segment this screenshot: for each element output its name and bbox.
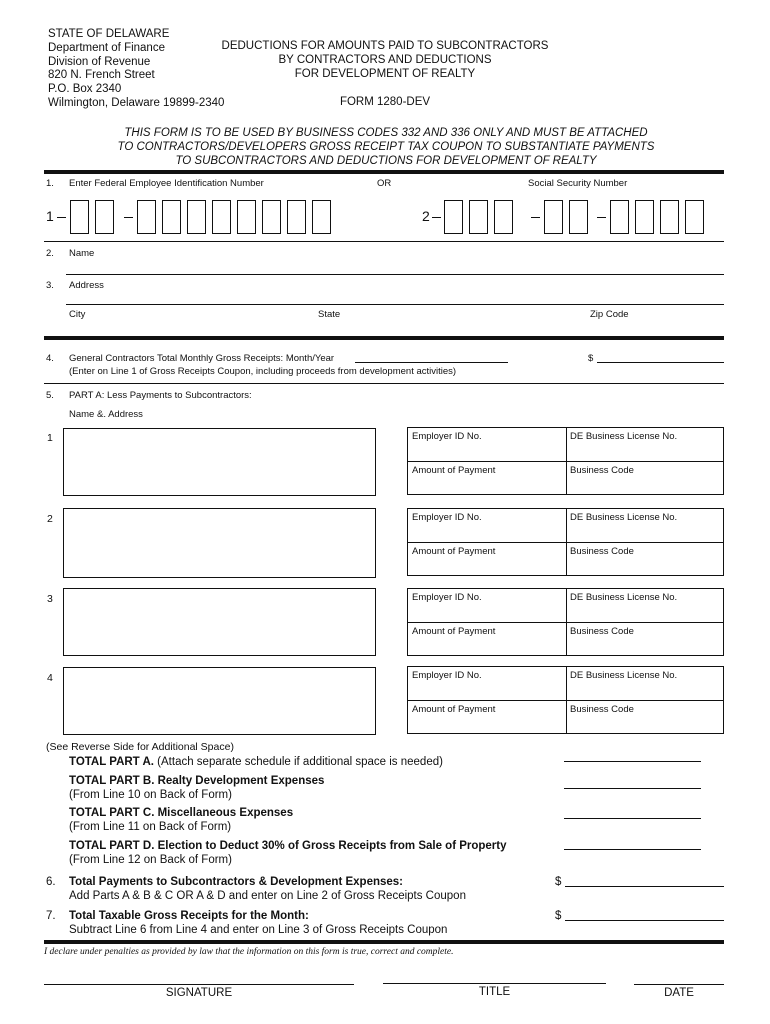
total-part-b-note: (From Line 10 on Back of Form) <box>69 789 232 801</box>
agency-line: STATE OF DELAWARE <box>48 28 170 40</box>
total-part-c-note: (From Line 11 on Back of Form) <box>69 821 232 833</box>
ssn-digit-box[interactable] <box>685 200 704 234</box>
amount-cell[interactable]: Amount of Payment <box>412 546 496 557</box>
declaration: I declare under penalties as provided by law that the information on this form is true, correct and complete. <box>44 947 454 957</box>
dollar-sign: $ <box>588 353 594 364</box>
ssn-label: Social Security Number <box>528 178 628 189</box>
reverse-side-note: (See Reverse Side for Additional Space) <box>46 741 234 753</box>
subcontractor-number: 1 <box>47 432 53 444</box>
ssn-digit-box[interactable] <box>544 200 563 234</box>
fein-digit-box[interactable] <box>95 200 114 234</box>
title-line: BY CONTRACTORS AND DEDUCTIONS <box>278 53 492 66</box>
business-code-cell[interactable]: Business Code <box>570 546 634 557</box>
title-line: DEDUCTIONS FOR AMOUNTS PAID TO SUBCONTRACTORS <box>221 40 549 52</box>
line-number: 1. <box>46 178 54 189</box>
subcontractor-name-address-box[interactable] <box>63 667 376 735</box>
subcontractor-number: 4 <box>47 672 53 684</box>
subcontractor-info-table <box>407 427 724 495</box>
line-number: 5. <box>46 390 54 401</box>
zip-label: Zip Code <box>590 309 629 320</box>
taxable-receipts-label: Total Taxable Gross Receipts for the Month: <box>69 910 309 922</box>
license-cell[interactable]: DE Business License No. <box>570 592 678 603</box>
subcontractor-number: 2 <box>47 513 53 525</box>
name-label: Name <box>69 248 95 259</box>
subcontractor-info-table <box>407 666 724 734</box>
form-title <box>200 40 570 81</box>
ssn-digit-box[interactable] <box>494 200 513 234</box>
fein-digit-box[interactable] <box>312 200 331 234</box>
line-number: 4. <box>46 353 54 364</box>
dollar-sign: $ <box>555 910 562 922</box>
total-part-a-note: (Attach separate schedule if additional space is needed) <box>153 756 443 768</box>
total-part-d-label: TOTAL PART D. Election to Deduct 30% of Gross Receipts from Sale of Property <box>69 840 507 852</box>
dash <box>57 217 66 218</box>
line-number: 3. <box>46 280 54 291</box>
total-part-a-label: TOTAL PART A. <box>69 756 154 768</box>
agency-line: Division of Revenue <box>48 55 151 68</box>
ssn-digit-box[interactable] <box>569 200 588 234</box>
line-number: 6. <box>46 876 56 888</box>
ssn-digit-box[interactable] <box>635 200 654 234</box>
taxable-receipts-note: Subtract Line 6 from Line 4 and enter on Line 3 of Gross Receipts Coupon <box>69 924 448 936</box>
form-number: FORM 1280-DEV <box>339 96 431 108</box>
line-number: 2. <box>46 248 54 259</box>
subcontractor-name-address-box[interactable] <box>63 428 376 496</box>
date-label: DATE <box>664 987 694 999</box>
license-cell[interactable]: DE Business License No. <box>570 512 678 523</box>
section-divider <box>44 940 724 944</box>
employer-id-cell[interactable]: Employer ID No. <box>412 670 482 681</box>
part-a-label: PART A: Less Payments to Subcontractors: <box>69 390 252 401</box>
total-payments-field[interactable] <box>565 886 724 887</box>
address-label: Address <box>69 280 104 291</box>
fein-digit-box[interactable] <box>237 200 256 234</box>
notice-line: TO CONTRACTORS/DEVELOPERS GROSS RECEIPT TAX COUPON TO SUBSTANTIATE PAYMENTS <box>117 141 655 153</box>
amount-cell[interactable]: Amount of Payment <box>412 704 496 715</box>
employer-id-cell[interactable]: Employer ID No. <box>412 512 482 523</box>
fein-digit-box[interactable] <box>187 200 206 234</box>
license-cell[interactable]: DE Business License No. <box>570 670 678 681</box>
fein-digit-box[interactable] <box>262 200 281 234</box>
total-part-d-field[interactable] <box>564 849 701 850</box>
title-label: TITLE <box>478 986 511 998</box>
subcontractor-info-table <box>407 508 724 576</box>
dollar-sign: $ <box>555 876 562 888</box>
business-code-cell[interactable]: Business Code <box>570 704 634 715</box>
taxable-receipts-field[interactable] <box>565 920 724 921</box>
employer-id-cell[interactable]: Employer ID No. <box>412 431 482 442</box>
subcontractor-name-address-box[interactable] <box>63 508 376 578</box>
fein-digit-box[interactable] <box>70 200 89 234</box>
subcontractor-number: 3 <box>47 593 53 605</box>
total-payments-label: Total Payments to Subcontractors & Development Expenses: <box>69 876 404 888</box>
agency-line: P.O. Box 2340 <box>48 83 122 96</box>
notice-line: TO SUBCONTRACTORS AND DEDUCTIONS FOR DEVELOPMENT OF REALTY <box>175 155 597 167</box>
fein-digit-box[interactable] <box>137 200 156 234</box>
ssn-digit-box[interactable] <box>660 200 679 234</box>
signature-field[interactable] <box>44 984 354 985</box>
signature-label: SIGNATURE <box>165 987 233 999</box>
dash <box>124 217 133 218</box>
name-field[interactable] <box>66 274 724 275</box>
amount-cell[interactable]: Amount of Payment <box>412 626 496 637</box>
usage-notice <box>30 126 742 168</box>
subcontractor-info-table <box>407 588 724 656</box>
gross-receipts-sublabel: (Enter on Line 1 of Gross Receipts Coupon, including proceeds from development activities) <box>69 366 457 377</box>
agency-line: Wilmington, Delaware 19899-2340 <box>48 96 225 109</box>
fein-prefix: 1 <box>46 208 54 224</box>
ssn-prefix: 2 <box>422 208 430 224</box>
month-year-field[interactable] <box>355 362 508 363</box>
title-line: FOR DEVELOPMENT OF REALTY <box>294 67 476 80</box>
employer-id-cell[interactable]: Employer ID No. <box>412 592 482 603</box>
agency-address <box>48 28 224 111</box>
ssn-digit-box[interactable] <box>444 200 463 234</box>
row-divider <box>44 383 724 384</box>
gross-receipts-amount-field[interactable] <box>597 362 724 363</box>
business-code-cell[interactable]: Business Code <box>570 626 634 637</box>
row-divider <box>44 241 724 242</box>
business-code-cell[interactable]: Business Code <box>570 465 634 476</box>
total-part-c-label: TOTAL PART C. Miscellaneous Expenses <box>69 807 294 819</box>
city-label: City <box>69 309 86 320</box>
fein-digit-box[interactable] <box>212 200 231 234</box>
title-field[interactable] <box>383 983 606 984</box>
agency-line: 820 N. French Street <box>48 69 155 82</box>
or-label: OR <box>377 178 392 189</box>
dash <box>597 217 606 218</box>
fein-label: Enter Federal Employee Identification Number <box>69 178 264 189</box>
license-cell[interactable]: DE Business License No. <box>570 431 678 442</box>
gross-receipts-label: General Contractors Total Monthly Gross Receipts: Month/Year <box>69 353 335 364</box>
state-label: State <box>318 309 341 320</box>
total-part-a-field[interactable] <box>564 761 701 762</box>
total-part-d-note: (From Line 12 on Back of Form) <box>69 854 232 866</box>
ssn-digit-box[interactable] <box>469 200 488 234</box>
dash <box>531 217 540 218</box>
agency-line: Department of Finance <box>48 41 165 54</box>
dash <box>432 217 441 218</box>
notice-line: THIS FORM IS TO BE USED BY BUSINESS CODES 332 AND 336 ONLY AND MUST BE ATTACHED <box>124 127 648 139</box>
total-part-b-label: TOTAL PART B. Realty Development Expenses <box>69 775 325 787</box>
section-divider <box>44 170 724 174</box>
total-payments-note: Add Parts A & B & C OR A & D and enter on Line 2 of Gross Receipts Coupon <box>69 890 466 902</box>
fein-digit-box[interactable] <box>162 200 181 234</box>
total-part-a <box>69 756 443 768</box>
date-field[interactable] <box>634 984 724 985</box>
total-part-b-field[interactable] <box>564 788 701 789</box>
subcontractor-name-address-box[interactable] <box>63 588 376 656</box>
name-address-label: Name &. Address <box>69 409 143 420</box>
ssn-digit-box[interactable] <box>610 200 629 234</box>
total-part-c-field[interactable] <box>564 818 701 819</box>
fein-digit-box[interactable] <box>287 200 306 234</box>
amount-cell[interactable]: Amount of Payment <box>412 465 496 476</box>
line-number: 7. <box>46 910 56 922</box>
section-divider <box>44 336 724 340</box>
address-field[interactable] <box>66 304 724 305</box>
